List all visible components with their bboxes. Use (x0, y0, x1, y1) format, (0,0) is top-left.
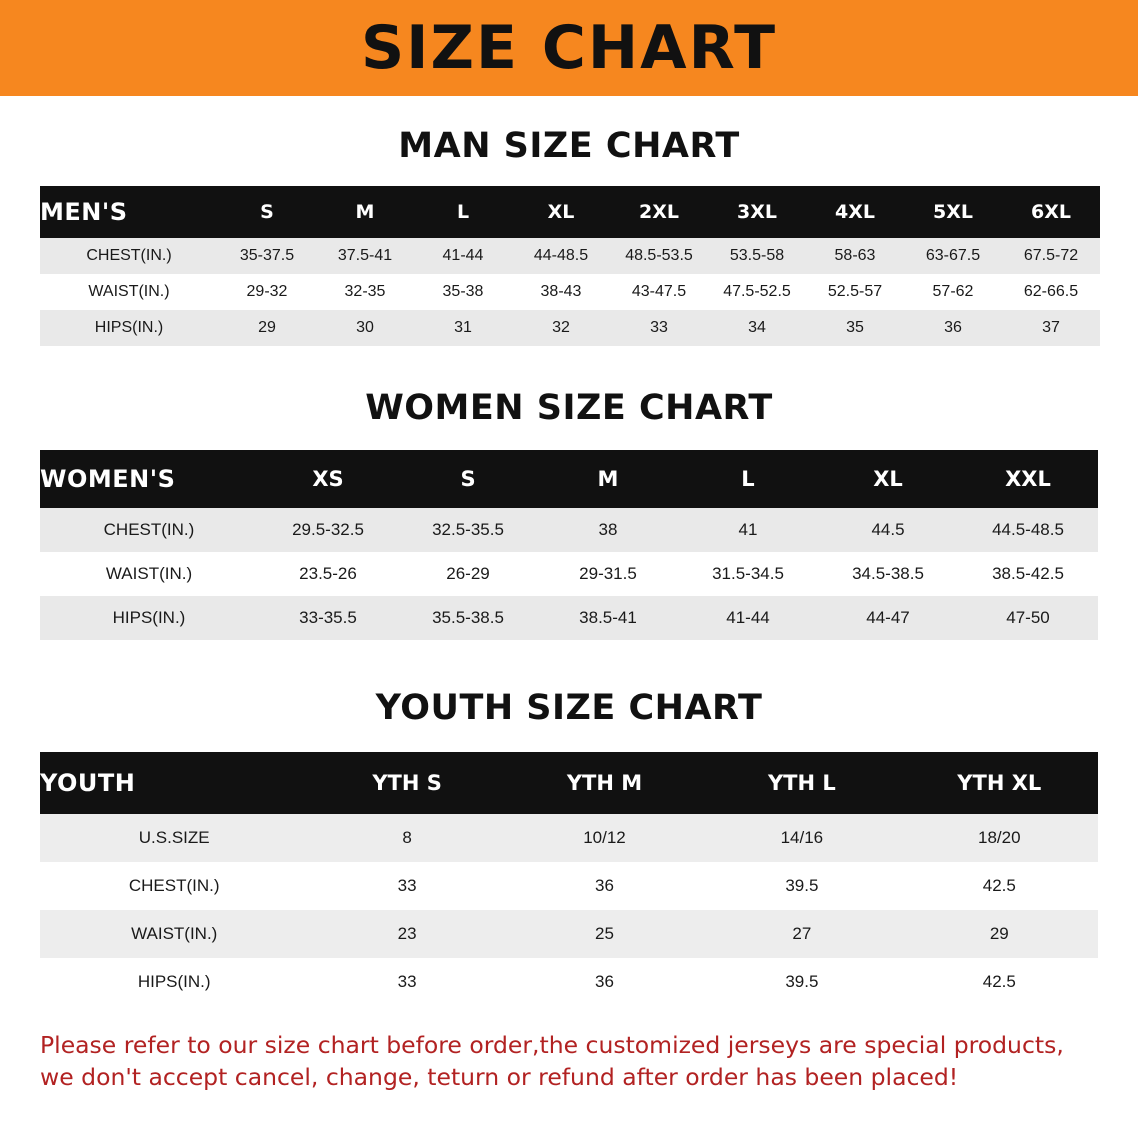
man-col-header: S (218, 186, 316, 238)
youth-col-header: YTH L (703, 752, 900, 814)
table-row (40, 552, 1098, 596)
order-policy-note-line-2: we don't accept cancel, change, teturn or refund after order has been placed! (40, 1062, 959, 1091)
youth-cell: 18/20 (901, 814, 1098, 862)
youth-cell: 25 (506, 910, 703, 958)
table-row (40, 862, 1098, 910)
youth-row-label: U.S.SIZE (40, 814, 308, 862)
order-policy-note-line-1: Please refer to our size chart before order,the customized jerseys are special products, (40, 1031, 1064, 1059)
women-row-header-label: WOMEN'S (40, 450, 258, 508)
women-cell: 47-50 (958, 596, 1098, 640)
women-cell: 38.5-42.5 (958, 552, 1098, 596)
women-cell: 44.5 (818, 508, 958, 552)
man-cell: 47.5-52.5 (708, 274, 806, 310)
youth-row-label: WAIST(IN.) (40, 910, 308, 958)
women-cell: 38 (538, 508, 678, 552)
women-col-header: XL (818, 450, 958, 508)
man-col-header: 2XL (610, 186, 708, 238)
man-cell: 43-47.5 (610, 274, 708, 310)
youth-cell: 36 (506, 862, 703, 910)
table-row (40, 596, 1098, 640)
women-cell: 31.5-34.5 (678, 552, 818, 596)
table-header-row (40, 186, 1100, 238)
women-cell: 32.5-35.5 (398, 508, 538, 552)
youth-row-header-label: YOUTH (40, 752, 308, 814)
man-cell: 32-35 (316, 274, 414, 310)
man-table-wrapper (40, 186, 1098, 346)
man-col-header: 5XL (904, 186, 1002, 238)
women-col-header: L (678, 450, 818, 508)
women-cell: 29-31.5 (538, 552, 678, 596)
women-cell: 33-35.5 (258, 596, 398, 640)
youth-cell: 39.5 (703, 958, 900, 1006)
man-cell: 67.5-72 (1002, 238, 1100, 274)
man-col-header: 4XL (806, 186, 904, 238)
man-col-header: 6XL (1002, 186, 1100, 238)
table-row (40, 310, 1100, 346)
man-cell: 57-62 (904, 274, 1002, 310)
page-title: SIZE CHART (360, 13, 778, 83)
youth-cell: 42.5 (901, 958, 1098, 1006)
women-cell: 44.5-48.5 (958, 508, 1098, 552)
women-cell: 38.5-41 (538, 596, 678, 640)
table-row (40, 814, 1098, 862)
youth-cell: 10/12 (506, 814, 703, 862)
women-col-header: XXL (958, 450, 1098, 508)
women-cell: 44-47 (818, 596, 958, 640)
man-section-heading: MAN SIZE CHART (398, 126, 740, 166)
man-cell: 63-67.5 (904, 238, 1002, 274)
man-cell: 35-38 (414, 274, 512, 310)
table-header-row (40, 450, 1098, 508)
youth-col-header: YTH M (506, 752, 703, 814)
man-cell: 53.5-58 (708, 238, 806, 274)
man-cell: 35 (806, 310, 904, 346)
table-row (40, 910, 1098, 958)
man-cell: 52.5-57 (806, 274, 904, 310)
man-cell: 38-43 (512, 274, 610, 310)
youth-cell: 36 (506, 958, 703, 1006)
order-policy-note (40, 1030, 1098, 1093)
man-cell: 35-37.5 (218, 238, 316, 274)
man-cell: 44-48.5 (512, 238, 610, 274)
man-cell: 33 (610, 310, 708, 346)
women-cell: 29.5-32.5 (258, 508, 398, 552)
man-col-header: 3XL (708, 186, 806, 238)
youth-cell: 42.5 (901, 862, 1098, 910)
table-row (40, 958, 1098, 1006)
man-cell: 37 (1002, 310, 1100, 346)
youth-row-label: CHEST(IN.) (40, 862, 308, 910)
youth-cell: 39.5 (703, 862, 900, 910)
women-cell: 26-29 (398, 552, 538, 596)
table-row (40, 238, 1100, 274)
man-col-header: M (316, 186, 414, 238)
women-col-header: M (538, 450, 678, 508)
women-row-label: CHEST(IN.) (40, 508, 258, 552)
man-row-header-label: MEN'S (40, 186, 218, 238)
youth-cell: 23 (308, 910, 505, 958)
man-cell: 62-66.5 (1002, 274, 1100, 310)
man-cell: 36 (904, 310, 1002, 346)
table-row (40, 274, 1100, 310)
man-cell: 34 (708, 310, 806, 346)
man-cell: 48.5-53.5 (610, 238, 708, 274)
man-cell: 30 (316, 310, 414, 346)
man-size-table (40, 186, 1100, 346)
women-col-header: XS (258, 450, 398, 508)
man-col-header: L (414, 186, 512, 238)
man-cell: 37.5-41 (316, 238, 414, 274)
man-cell: 41-44 (414, 238, 512, 274)
youth-cell: 8 (308, 814, 505, 862)
youth-row-label: HIPS(IN.) (40, 958, 308, 1006)
women-cell: 23.5-26 (258, 552, 398, 596)
man-cell: 29-32 (218, 274, 316, 310)
table-header-row (40, 752, 1098, 814)
youth-col-header: YTH XL (901, 752, 1098, 814)
youth-cell: 33 (308, 958, 505, 1006)
table-row (40, 508, 1098, 552)
man-row-label: WAIST(IN.) (40, 274, 218, 310)
women-row-label: HIPS(IN.) (40, 596, 258, 640)
man-cell: 29 (218, 310, 316, 346)
youth-table-wrapper (40, 752, 1098, 1006)
man-row-label: HIPS(IN.) (40, 310, 218, 346)
women-row-label: WAIST(IN.) (40, 552, 258, 596)
man-cell: 32 (512, 310, 610, 346)
youth-cell: 33 (308, 862, 505, 910)
man-cell: 58-63 (806, 238, 904, 274)
page-banner (0, 0, 1138, 96)
women-cell: 34.5-38.5 (818, 552, 958, 596)
youth-col-header: YTH S (308, 752, 505, 814)
man-cell: 31 (414, 310, 512, 346)
youth-size-table (40, 752, 1098, 1006)
man-col-header: XL (512, 186, 610, 238)
women-table-wrapper (40, 450, 1098, 640)
youth-cell: 29 (901, 910, 1098, 958)
youth-cell: 14/16 (703, 814, 900, 862)
women-cell: 41 (678, 508, 818, 552)
youth-section-heading: YOUTH SIZE CHART (375, 688, 763, 728)
women-cell: 41-44 (678, 596, 818, 640)
women-cell: 35.5-38.5 (398, 596, 538, 640)
youth-cell: 27 (703, 910, 900, 958)
women-section-heading: WOMEN SIZE CHART (365, 388, 773, 428)
man-row-label: CHEST(IN.) (40, 238, 218, 274)
women-col-header: S (398, 450, 538, 508)
women-size-table (40, 450, 1098, 640)
